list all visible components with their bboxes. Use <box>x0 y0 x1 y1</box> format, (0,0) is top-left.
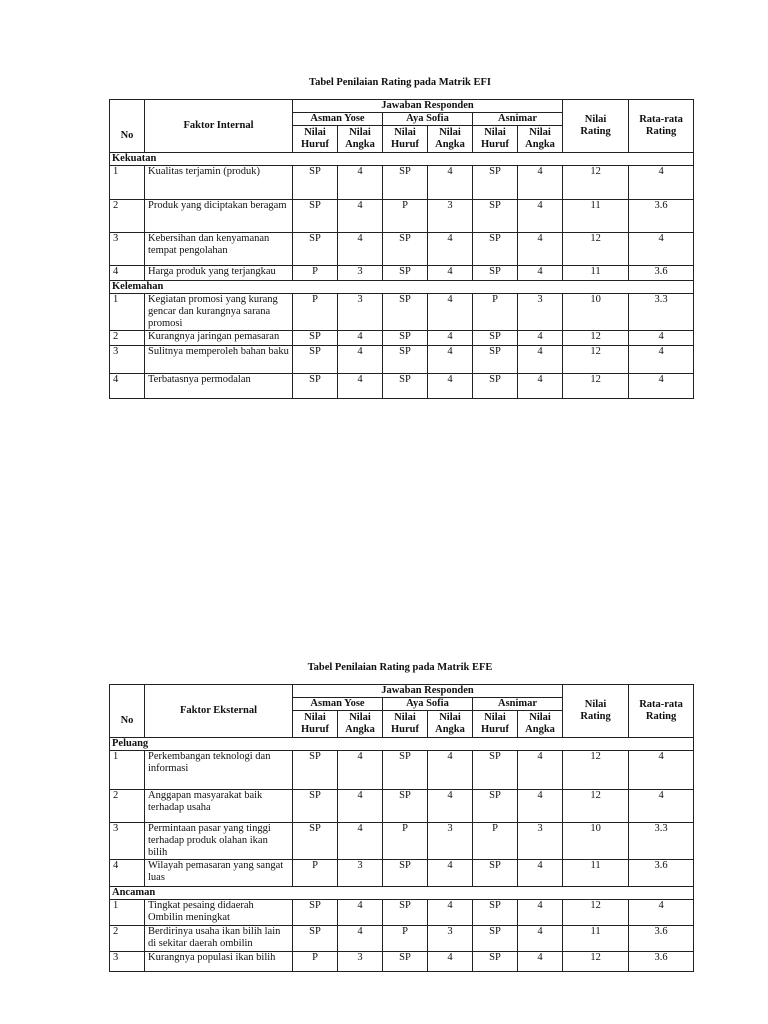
nilai-huruf-cell: P <box>383 926 428 952</box>
nilai-huruf-cell: SP <box>383 790 428 823</box>
nilai-huruf-cell: SP <box>473 233 518 266</box>
row-factor: Kegiatan promosi yang kurang gencar dan kurangnya sarana promosi <box>145 294 293 331</box>
col-header-jawaban: Jawaban Responden <box>293 100 563 113</box>
nilai-angka-line: Nilai <box>529 712 551 723</box>
row-factor: Produk yang diciptakan beragam <box>145 200 293 233</box>
row-factor: Wilayah pemasaran yang sangat luas <box>145 860 293 887</box>
rata-rating-cell: 4 <box>629 346 694 374</box>
nilai-rating-cell: 12 <box>563 166 629 200</box>
col-header-no: No <box>110 685 145 738</box>
section-label: Kekuatan <box>110 153 694 166</box>
row-no: 1 <box>110 294 145 331</box>
row-factor: Sulitnya memperoleh bahan baku <box>145 346 293 374</box>
row-no: 4 <box>110 266 145 281</box>
nilai-angka-cell: 4 <box>518 166 563 200</box>
nilai-angka-cell: 4 <box>428 346 473 374</box>
row-no: 1 <box>110 751 145 790</box>
nilai-huruf-cell: SP <box>293 374 338 399</box>
nilai-huruf-cell: SP <box>383 331 428 346</box>
nilai-rating-cell: 12 <box>563 331 629 346</box>
table-row <box>110 900 694 926</box>
rata-rating-cell: 4 <box>629 331 694 346</box>
row-no: 2 <box>110 331 145 346</box>
table-row <box>110 294 694 331</box>
col-header-nilai-huruf <box>293 711 338 738</box>
rata-rating-cell: 4 <box>629 166 694 200</box>
table-row <box>110 751 694 790</box>
table-row <box>110 860 694 887</box>
col-header-no: No <box>110 100 145 153</box>
nilai-angka-cell: 4 <box>518 860 563 887</box>
nilai-huruf-cell: SP <box>293 900 338 926</box>
nilai-angka-cell: 4 <box>518 900 563 926</box>
row-no: 1 <box>110 166 145 200</box>
nilai-huruf-cell: SP <box>293 200 338 233</box>
nilai-rating-cell: 12 <box>563 346 629 374</box>
table-row <box>110 952 694 972</box>
col-header-nilai-angka <box>518 711 563 738</box>
row-factor: Kurangnya populasi ikan bilih <box>145 952 293 972</box>
nilai-angka-cell: 4 <box>428 294 473 331</box>
nilai-rating-cell: 12 <box>563 952 629 972</box>
rata-rating-cell: 4 <box>629 751 694 790</box>
nilai-angka-cell: 3 <box>338 266 383 281</box>
row-factor: Tingkat pesaing didaerah Ombilin meningkat <box>145 900 293 926</box>
col-header-factor: Faktor Eksternal <box>145 685 293 738</box>
nilai-angka-cell: 4 <box>518 200 563 233</box>
nilai-huruf-cell: SP <box>293 823 338 860</box>
nilai-angka-cell: 4 <box>518 346 563 374</box>
nilai-rating-cell: 12 <box>563 900 629 926</box>
col-header-nilai-huruf <box>473 126 518 153</box>
nilai-huruf-cell: SP <box>383 166 428 200</box>
nilai-angka-cell: 3 <box>338 860 383 887</box>
nilai-huruf-cell: SP <box>473 860 518 887</box>
nilai-huruf-line: Nilai <box>484 712 506 723</box>
rata-rating-cell: 4 <box>629 900 694 926</box>
rata-rating-cell: 3.6 <box>629 266 694 281</box>
nilai-huruf-line: Huruf <box>480 724 509 735</box>
table-row <box>110 823 694 860</box>
nilai-angka-cell: 4 <box>428 166 473 200</box>
nilai-angka-cell: 4 <box>338 900 383 926</box>
nilai-rating-line: Rating <box>580 126 611 137</box>
respondent-name: Asman Yose <box>293 113 383 126</box>
nilai-angka-cell: 4 <box>518 926 563 952</box>
nilai-huruf-line: Nilai <box>394 127 416 138</box>
nilai-huruf-cell: SP <box>473 346 518 374</box>
nilai-huruf-cell: SP <box>383 266 428 281</box>
row-no: 4 <box>110 374 145 399</box>
nilai-angka-cell: 4 <box>428 266 473 281</box>
rata-rating-cell: 3.3 <box>629 823 694 860</box>
nilai-huruf-cell: SP <box>473 200 518 233</box>
nilai-angka-cell: 3 <box>428 200 473 233</box>
section-row <box>110 887 694 900</box>
col-header-rata-rating <box>629 100 694 153</box>
nilai-rating-line: Nilai <box>584 699 607 710</box>
nilai-huruf-cell: P <box>383 823 428 860</box>
col-header-nilai-rating <box>563 685 629 738</box>
row-factor: Anggapan masyarakat baik terhadap usaha <box>145 790 293 823</box>
nilai-angka-line: Angka <box>435 724 465 735</box>
nilai-huruf-cell: SP <box>293 926 338 952</box>
nilai-rating-cell: 11 <box>563 266 629 281</box>
nilai-angka-cell: 4 <box>338 200 383 233</box>
nilai-angka-line: Angka <box>345 139 375 150</box>
nilai-huruf-line: Huruf <box>390 139 419 150</box>
respondent-name: Asman Yose <box>293 698 383 711</box>
row-no: 2 <box>110 926 145 952</box>
nilai-rating-cell: 11 <box>563 860 629 887</box>
nilai-huruf-cell: SP <box>383 900 428 926</box>
row-no: 2 <box>110 200 145 233</box>
nilai-angka-line: Angka <box>345 724 375 735</box>
col-header-factor: Faktor Internal <box>145 100 293 153</box>
table-row <box>110 200 694 233</box>
nilai-angka-cell: 4 <box>428 751 473 790</box>
nilai-huruf-line: Huruf <box>390 724 419 735</box>
nilai-angka-cell: 4 <box>518 266 563 281</box>
col-header-nilai-angka <box>518 126 563 153</box>
rata-rating-cell: 4 <box>629 790 694 823</box>
nilai-huruf-cell: SP <box>473 374 518 399</box>
nilai-rating-cell: 12 <box>563 374 629 399</box>
nilai-huruf-cell: SP <box>383 751 428 790</box>
col-header-nilai-angka <box>338 126 383 153</box>
nilai-huruf-cell: SP <box>473 166 518 200</box>
col-header-nilai-angka <box>428 711 473 738</box>
section-label: Ancaman <box>110 887 694 900</box>
nilai-huruf-cell: SP <box>473 790 518 823</box>
nilai-angka-cell: 3 <box>428 926 473 952</box>
nilai-angka-cell: 4 <box>338 790 383 823</box>
nilai-huruf-line: Nilai <box>394 712 416 723</box>
table-row <box>110 233 694 266</box>
efi-rating-table <box>109 99 694 399</box>
nilai-angka-cell: 4 <box>338 823 383 860</box>
nilai-angka-cell: 4 <box>338 233 383 266</box>
nilai-angka-cell: 4 <box>518 952 563 972</box>
row-no: 3 <box>110 952 145 972</box>
nilai-angka-cell: 4 <box>338 346 383 374</box>
nilai-huruf-cell: SP <box>383 346 428 374</box>
nilai-angka-cell: 4 <box>518 233 563 266</box>
table-row <box>110 331 694 346</box>
nilai-angka-line: Nilai <box>439 127 461 138</box>
nilai-huruf-cell: SP <box>383 294 428 331</box>
respondent-name: Aya Sofia <box>383 698 473 711</box>
section-row <box>110 281 694 294</box>
nilai-huruf-cell: SP <box>293 346 338 374</box>
row-no: 3 <box>110 823 145 860</box>
nilai-rating-cell: 11 <box>563 926 629 952</box>
rata-rating-cell: 3.6 <box>629 926 694 952</box>
nilai-huruf-cell: SP <box>293 166 338 200</box>
nilai-angka-cell: 4 <box>518 751 563 790</box>
nilai-huruf-cell: SP <box>383 860 428 887</box>
nilai-angka-cell: 4 <box>518 331 563 346</box>
table-row <box>110 926 694 952</box>
rata-rating-line: Rating <box>645 711 677 722</box>
nilai-huruf-cell: SP <box>473 952 518 972</box>
nilai-huruf-line: Huruf <box>480 139 509 150</box>
efi-title: Tabel Penilaian Rating pada Matrik EFI <box>309 77 491 88</box>
nilai-rating-cell: 11 <box>563 200 629 233</box>
col-header-nilai-angka <box>338 711 383 738</box>
section-row <box>110 153 694 166</box>
rata-rating-cell: 4 <box>629 374 694 399</box>
nilai-angka-line: Angka <box>525 724 555 735</box>
nilai-angka-cell: 4 <box>518 790 563 823</box>
nilai-huruf-cell: SP <box>473 900 518 926</box>
nilai-angka-cell: 4 <box>428 952 473 972</box>
nilai-angka-cell: 4 <box>338 374 383 399</box>
nilai-huruf-cell: P <box>383 200 428 233</box>
nilai-angka-cell: 4 <box>428 790 473 823</box>
row-factor: Permintaan pasar yang tinggi terhadap produk olahan ikan bilih <box>145 823 293 860</box>
rata-rating-cell: 4 <box>629 233 694 266</box>
nilai-rating-cell: 12 <box>563 790 629 823</box>
nilai-angka-cell: 3 <box>428 823 473 860</box>
nilai-huruf-cell: SP <box>383 374 428 399</box>
nilai-rating-cell: 12 <box>563 233 629 266</box>
row-factor: Terbatasnya permodalan <box>145 374 293 399</box>
nilai-angka-line: Nilai <box>349 712 371 723</box>
nilai-rating-cell: 10 <box>563 823 629 860</box>
rata-rating-cell: 3.6 <box>629 860 694 887</box>
respondent-name: Asnimar <box>473 113 563 126</box>
col-header-nilai-huruf <box>383 126 428 153</box>
nilai-angka-cell: 4 <box>338 751 383 790</box>
section-row <box>110 738 694 751</box>
nilai-angka-cell: 3 <box>518 823 563 860</box>
col-header-nilai-angka <box>428 126 473 153</box>
efe-rating-table <box>109 684 694 972</box>
respondent-name: Aya Sofia <box>383 113 473 126</box>
nilai-huruf-line: Nilai <box>304 127 326 138</box>
nilai-huruf-cell: P <box>473 823 518 860</box>
row-factor: Kebersihan dan kenyamanan tempat pengolahan <box>145 233 293 266</box>
row-factor: Berdirinya usaha ikan bilih lain di sekitar daerah ombilin <box>145 926 293 952</box>
row-no: 2 <box>110 790 145 823</box>
nilai-rating-cell: 10 <box>563 294 629 331</box>
nilai-rating-line: Rating <box>580 711 611 722</box>
nilai-huruf-cell: SP <box>473 266 518 281</box>
nilai-huruf-line: Huruf <box>300 139 329 150</box>
table-row <box>110 266 694 281</box>
nilai-huruf-line: Nilai <box>484 127 506 138</box>
nilai-huruf-cell: P <box>293 266 338 281</box>
col-header-nilai-huruf <box>383 711 428 738</box>
table-row <box>110 790 694 823</box>
row-no: 4 <box>110 860 145 887</box>
nilai-huruf-line: Nilai <box>304 712 326 723</box>
nilai-huruf-cell: P <box>293 952 338 972</box>
nilai-huruf-cell: SP <box>383 952 428 972</box>
row-no: 3 <box>110 233 145 266</box>
nilai-huruf-cell: SP <box>293 790 338 823</box>
nilai-angka-cell: 4 <box>338 331 383 346</box>
row-factor: Harga produk yang terjangkau <box>145 266 293 281</box>
nilai-angka-cell: 4 <box>428 233 473 266</box>
nilai-huruf-cell: P <box>293 294 338 331</box>
rata-rating-line: Rata-rata <box>639 114 683 125</box>
nilai-angka-line: Nilai <box>439 712 461 723</box>
nilai-huruf-cell: P <box>473 294 518 331</box>
table-row <box>110 346 694 374</box>
nilai-rating-cell: 12 <box>563 751 629 790</box>
rata-rating-line: Rating <box>645 126 677 137</box>
rata-rating-line: Rata-rata <box>639 699 683 710</box>
row-no: 3 <box>110 346 145 374</box>
nilai-angka-cell: 4 <box>338 926 383 952</box>
nilai-angka-cell: 4 <box>518 374 563 399</box>
table-row <box>110 166 694 200</box>
nilai-angka-cell: 4 <box>428 900 473 926</box>
col-header-jawaban: Jawaban Responden <box>293 685 563 698</box>
nilai-angka-cell: 3 <box>338 952 383 972</box>
respondent-name: Asnimar <box>473 698 563 711</box>
nilai-huruf-cell: SP <box>293 233 338 266</box>
rata-rating-cell: 3.6 <box>629 200 694 233</box>
nilai-huruf-cell: SP <box>473 751 518 790</box>
nilai-angka-cell: 3 <box>518 294 563 331</box>
nilai-rating-line: Nilai <box>584 114 607 125</box>
row-no: 1 <box>110 900 145 926</box>
nilai-angka-line: Nilai <box>529 127 551 138</box>
rata-rating-cell: 3.6 <box>629 952 694 972</box>
nilai-angka-cell: 4 <box>338 166 383 200</box>
table-row <box>110 374 694 399</box>
rata-rating-cell: 3.3 <box>629 294 694 331</box>
row-factor: Kualitas terjamin (produk) <box>145 166 293 200</box>
col-header-nilai-huruf <box>473 711 518 738</box>
nilai-angka-line: Angka <box>525 139 555 150</box>
section-label: Kelemahan <box>110 281 694 294</box>
nilai-huruf-cell: SP <box>383 233 428 266</box>
nilai-angka-line: Nilai <box>349 127 371 138</box>
nilai-huruf-cell: P <box>293 860 338 887</box>
nilai-angka-cell: 3 <box>338 294 383 331</box>
nilai-huruf-line: Huruf <box>300 724 329 735</box>
row-factor: Perkembangan teknologi dan informasi <box>145 751 293 790</box>
efe-title: Tabel Penilaian Rating pada Matrik EFE <box>307 662 493 673</box>
nilai-angka-cell: 4 <box>428 331 473 346</box>
nilai-huruf-cell: SP <box>293 331 338 346</box>
col-header-nilai-rating <box>563 100 629 153</box>
col-header-nilai-huruf <box>293 126 338 153</box>
nilai-huruf-cell: SP <box>293 751 338 790</box>
nilai-huruf-cell: SP <box>473 331 518 346</box>
nilai-huruf-cell: SP <box>473 926 518 952</box>
row-factor: Kurangnya jaringan pemasaran <box>145 331 293 346</box>
col-header-rata-rating <box>629 685 694 738</box>
nilai-angka-line: Angka <box>435 139 465 150</box>
nilai-angka-cell: 4 <box>428 860 473 887</box>
section-label: Peluang <box>110 738 694 751</box>
nilai-angka-cell: 4 <box>428 374 473 399</box>
